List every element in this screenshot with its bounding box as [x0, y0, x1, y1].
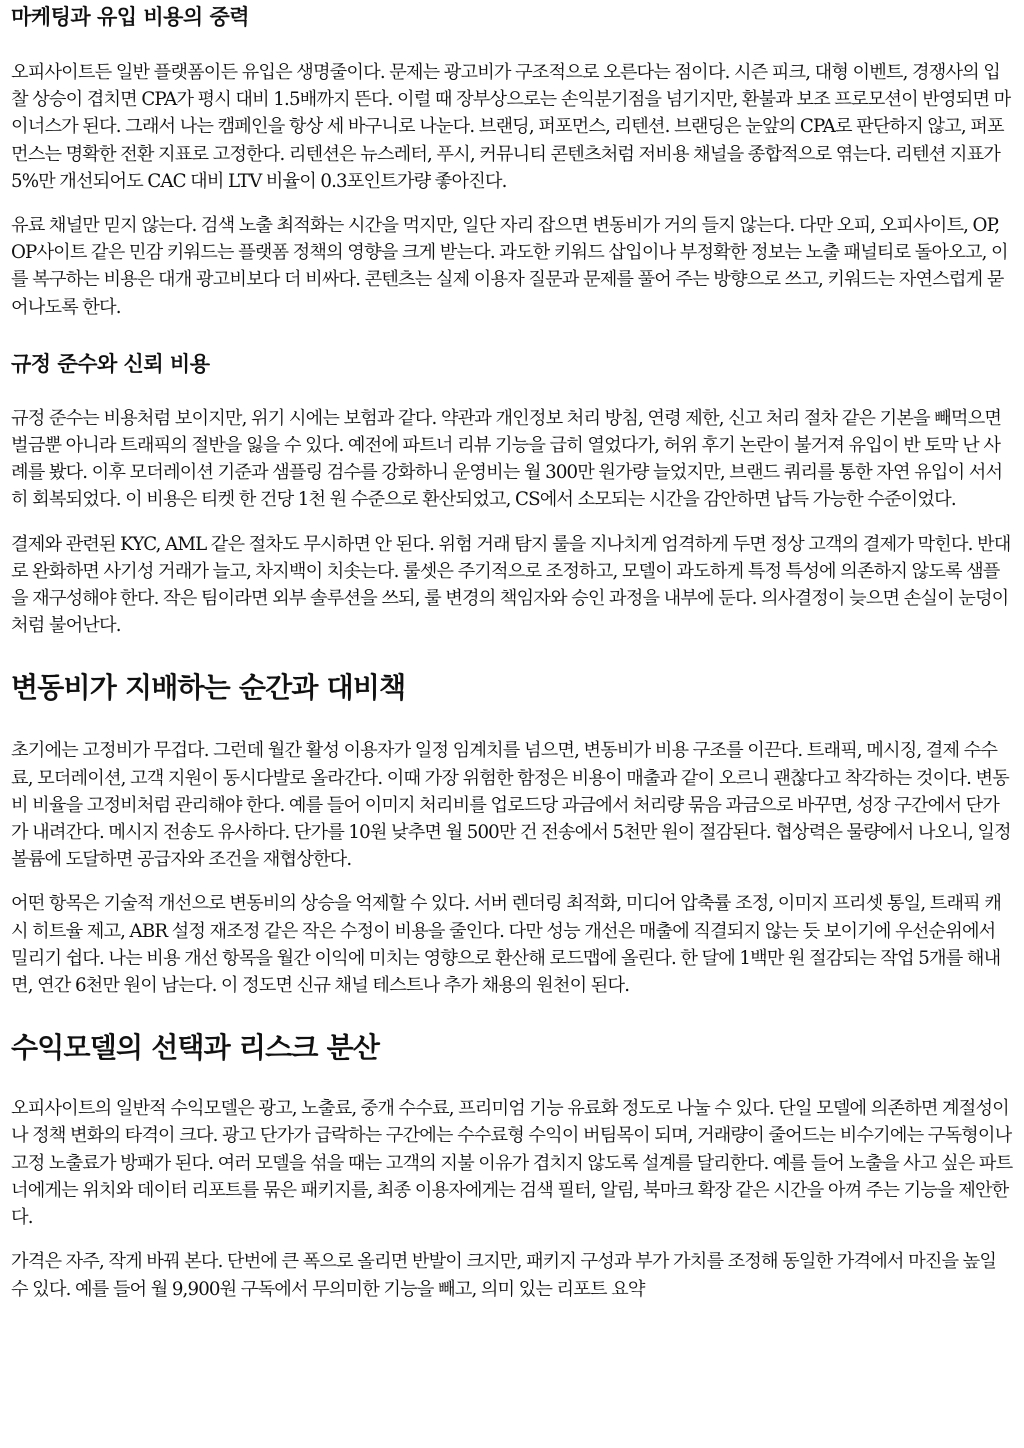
paragraph: 가격은 자주, 작게 바꿔 본다. 단번에 큰 폭으로 올리면 반발이 크지만, 패키지 구성과 부가 가치를 조정해 동일한 가격에서 마진을 높일 수 있다. 예를 들어 월 9,900원 구독에서 무의미한 기능을 빼고, 의미 있는 리포트 요약: [11, 1251, 997, 1300]
section-heading-revenue-model: 수익모델의 선택과 리스크 분산: [11, 1031, 380, 1065]
paragraph: 오피사이트든 일반 플랫폼이든 유입은 생명줄이다. 문제는 광고비가 구조적으로 오른다는 점이다. 시즌 피크, 대형 이벤트, 경쟁사의 입찰 상승이 겹치면 CPA가 평시 대비 1.5배까지 뜬다. 이럴 때 장부상으로는 손익분기점을 넘기지만, 환불과 보조 프로모션이 반영되면 마이너스가 된다. 그래서 나는 캠페인을 항상 세 바구니로 나눈다. 브랜딩, 퍼포먼스, 리텐션. 브랜딩은 눈앞의 CPA로 판단하지 않고, 퍼포먼스는 명확한 전환 지표로 고정한다. 리텐션은 뉴스레터, 푸시, 커뮤니티 콘텐츠처럼 저비용 채널을 종합적으로 엮는다. 리텐션 지표가 5%만 개선되어도 CAC 대비 LTV 비율이 0.3포인트가량 좋아진다.: [11, 62, 1011, 192]
paragraph: 오피사이트의 일반적 수익모델은 광고, 노출료, 중개 수수료, 프리미엄 기능 유료화 정도로 나눌 수 있다. 단일 모델에 의존하면 계절성이나 정책 변화의 타격이 크다. 광고 단가가 급락하는 구간에는 수수료형 수익이 버팀목이 되며, 거래량이 줄어드는 비수기에는 구독형이나 고정 노출료가 방패가 된다. 여러 모델을 섞을 때는 고객의 지불 이유가 겹치지 않도록 설계를 달리한다. 예를 들어 노출을 사고 싶은 파트너에게는 위치와 데이터 리포트를 묶은 패키지를, 최종 이용자에게는 검색 필터, 알림, 북마크 확장 같은 시간을 아껴 주는 기능을 제안한다.: [11, 1098, 1013, 1229]
paragraph: 어떤 항목은 기술적 개선으로 변동비의 상승을 억제할 수 있다. 서버 렌더링 최적화, 미디어 압축률 조정, 이미지 프리셋 통일, 트래픽 캐시 히트율 제고, ABR 설정 재조정 같은 작은 수정이 비용을 줄인다. 다만 성능 개선은 매출에 직결되지 않는 듯 보이기에 우선순위에서 밀리기 쉽다. 나는 비용 개선 항목을 월간 이익에 미치는 영향으로 환산해 로드맵에 올린다. 한 달에 1백만 원 절감되는 작업 5개를 해내면, 연간 6천만 원이 남는다. 이 정도면 신규 채널 테스트나 추가 채용의 원천이 된다.: [11, 893, 1002, 997]
paragraph: 유료 채널만 믿지 않는다. 검색 노출 최적화는 시간을 먹지만, 일단 자리 잡으면 변동비가 거의 들지 않는다. 다만 오피, 오피사이트, OP, OP사이트 같은 민감 키워드는 플랫폼 정책의 영향을 크게 받는다. 과도한 키워드 삽입이나 부정확한 정보는 노출 패널티로 돌아오고, 이를 복구하는 비용은 대개 광고비보다 더 비싸다. 콘텐츠는 실제 이용자 질문과 문제를 풀어 주는 방향으로 쓰고, 키워드는 자연스럽게 묻어나도록 한다.: [11, 215, 1008, 318]
paragraph: 초기에는 고정비가 무겁다. 그런데 월간 활성 이용자가 일정 임계치를 넘으면, 변동비가 비용 구조를 이끈다. 트래픽, 메시징, 결제 수수료, 모더레이션, 고객 지원이 동시다발로 올라간다. 이때 가장 위험한 함정은 비용이 매출과 같이 오르니 괜찮다고 착각하는 것이다. 변동비 비율을 고정비처럼 관리해야 한다. 예를 들어 이미지 처리비를 업로드당 과금에서 처리량 묶음 과금으로 바꾸면, 성장 구간에서 단가가 내려간다. 메시지 전송도 유사하다. 단가를 10원 낮추면 월 500만 건 전송에서 5천만 원이 절감된다. 협상력은 물량에서 나오니, 일정 볼륨에 도달하면 공급자와 조건을 재협상한다.: [11, 740, 1011, 871]
section-heading-marketing: 마케팅과 유입 비용의 중력: [11, 5, 250, 29]
paragraph: 규정 준수는 비용처럼 보이지만, 위기 시에는 보험과 같다. 약관과 개인정보 처리 방침, 연령 제한, 신고 처리 절차 같은 기본을 빼먹으면 벌금뿐 아니라 트래픽의 절반을 잃을 수 있다. 예전에 파트너 리뷰 기능을 급히 열었다가, 허위 후기 논란이 불거져 유입이 반 토막 난 사례를 봤다. 이후 모더레이션 기준과 샘플링 검수를 강화하니 운영비는 월 300만 원가량 늘었지만, 브랜드 쿼리를 통한 자연 유입이 서서히 회복되었다. 이 비용은 티켓 한 건당 1천 원 수준으로 환산되었고, CS에서 소모되는 시간을 감안하면 납득 가능한 수준이었다.: [11, 407, 1003, 511]
paragraph: 결제와 관련된 KYC, AML 같은 절차도 무시하면 안 된다. 위험 거래 탐지 룰을 지나치게 엄격하게 두면 정상 고객의 결제가 막힌다. 반대로 완화하면 사기성 거래가 늘고, 차지백이 치솟는다. 룰셋은 주기적으로 조정하고, 모델이 과도하게 특정 특성에 의존하지 않도록 샘플을 재구성해야 한다. 작은 팀이라면 외부 솔루션을 쓰되, 룰 변경의 책임자와 승인 과정을 내부에 둔다. 의사결정이 늦으면 손실이 눈덩이처럼 불어난다.: [11, 533, 1011, 637]
section-heading-compliance: 규정 준수와 신뢰 비용: [11, 351, 210, 376]
section-heading-variable-cost: 변동비가 지배하는 순간과 대비책: [11, 671, 406, 705]
document-page: [11, 0, 1013, 1303]
